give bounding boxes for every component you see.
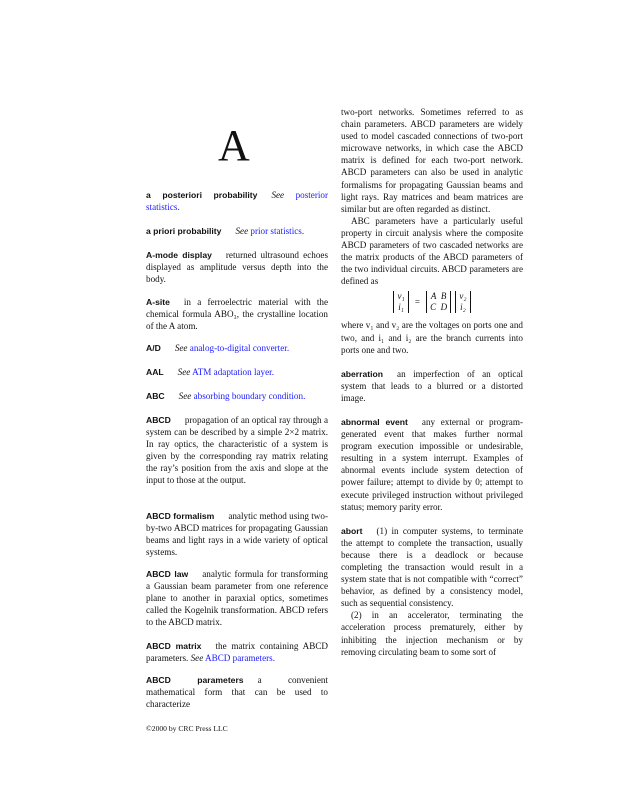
voltage-current-vector-2: v₂ i₂ bbox=[455, 291, 470, 313]
see-label: See bbox=[174, 343, 188, 353]
see-label: See bbox=[190, 653, 204, 664]
right-column bbox=[341, 106, 523, 658]
entry-term: ABCD parameters bbox=[146, 675, 244, 685]
see-label: See bbox=[177, 367, 191, 377]
entry-definition: returned ultrasound echoes displayed as amplitude versus depth into the body. bbox=[146, 250, 328, 285]
entry-term: aberration bbox=[341, 368, 384, 379]
entry-aal: AAL See ATM adaptation layer. bbox=[146, 367, 274, 377]
entry-term: ABCD law bbox=[146, 569, 189, 579]
abcd-matrix: A B C D bbox=[426, 291, 451, 313]
entry-term: ABC bbox=[146, 391, 165, 401]
entry-definition: an imperfection of an optical system that leads to a blurred or a distorted image. bbox=[341, 368, 523, 403]
entry-term: AAL bbox=[146, 367, 164, 377]
entry-abcd-formalism bbox=[146, 510, 328, 558]
cross-reference-link[interactable]: prior statistics bbox=[250, 226, 302, 236]
entry-a-posteriori: a posteriori probability See posterior statistics. bbox=[146, 190, 328, 213]
entry-term: abort bbox=[341, 525, 363, 536]
entry-term: A/D bbox=[146, 343, 161, 353]
entry-a-d: A/D See analog-to-digital converter. bbox=[146, 343, 290, 353]
cross-reference-link[interactable]: analog-to-digital converter bbox=[189, 343, 287, 353]
entry-abnormal-event bbox=[341, 416, 523, 513]
entry-aberration bbox=[341, 368, 523, 404]
equals-sign: = bbox=[414, 297, 420, 308]
cross-reference-link[interactable]: ATM adaptation layer bbox=[192, 367, 272, 377]
entry-term: ABCD bbox=[146, 415, 171, 425]
abcd-parameters-property: ABC parameters have a particularly useful property in circuit analysis where the composite ABCD parameters of two cascaded networks are the matrix products of the ABCD parameters of the two individual circuits. ABCD parameters are defined as bbox=[341, 215, 523, 287]
section-letter: A bbox=[218, 121, 250, 170]
entry-abcd-matrix: ABCD matrix the matrix containing ABCD parameters. See ABCD parameters. bbox=[146, 641, 328, 664]
see-label: See bbox=[235, 226, 249, 236]
entry-abcd bbox=[146, 414, 328, 487]
entry-a-mode-display bbox=[146, 249, 328, 285]
entry-a-site bbox=[146, 296, 328, 332]
entry-term: ABCD formalism bbox=[146, 511, 215, 521]
entry-definition: analytic method using two-by-two ABCD matrices for propagating Gaussian beams and light rays in a wide variety of optical systems. bbox=[146, 511, 328, 558]
copyright-footer: ©2000 by CRC Press LLC bbox=[146, 724, 228, 733]
see-label: See bbox=[178, 391, 192, 401]
abcd-formula bbox=[341, 291, 523, 313]
entry-definition: propagation of an optical ray through a system can be described by a simple 2×2 matrix. In ray optics, the characteristic of a system is given by the corresponding ray matrix relating the ray’s position from the axis and slope at the input to those at the output. bbox=[146, 415, 328, 486]
see-label: See bbox=[271, 190, 285, 200]
entry-term: abnormal event bbox=[341, 416, 408, 427]
entry-abcd-law bbox=[146, 568, 328, 628]
cross-reference-link[interactable]: posterior statistics bbox=[146, 190, 328, 213]
abcd-parameters-continued: two-port networks. Sometimes referred to as chain parameters. ABCD parameters are widely used to model cascaded connections of two-port microwave networks, in which case the ABCD matrix is defined for each two-port network. ABCD parameters can also be used in analytic formalisms for propagating Gaussian beams and light rays. Ray matrices and beam matrices are similar but are often regarded as distinct. bbox=[341, 107, 523, 214]
entry-term: ABCD matrix bbox=[146, 641, 202, 651]
entry-abort bbox=[341, 525, 523, 610]
entry-a-priori: a priori probability See prior statistics. bbox=[146, 226, 305, 236]
entry-definition: in a ferroelectric material with the chemical formula ABO₃, the crystalline location of the A atom. bbox=[146, 297, 328, 332]
cross-reference-link[interactable]: ABCD parameters bbox=[205, 653, 273, 664]
entry-abort-part-2: (2) in an accelerator, terminating the acceleration process prematurely, either by inhibiting the injection mechanism or by removing circulating beam to some sort of bbox=[341, 610, 523, 657]
entry-abcd-parameters bbox=[146, 674, 328, 710]
entry-definition: any external or program-generated event that makes further normal program execution impossible or undesirable, resulting in a system interrupt. Examples of abnormal events include system detection of power failure; attempt to divide by 0; attempt to execute privileged instruction without privileged status; memory parity error. bbox=[341, 416, 523, 512]
entry-definition: the matrix containing ABCD parameters. bbox=[146, 641, 328, 664]
entry-term: a posteriori probability bbox=[146, 190, 258, 200]
entry-definition: (1) in computer systems, to terminate the attempt to complete the transaction, usually because there is a deadlock or because completing the transaction would result in a system state that is not compatible with “correct” behavior, as defined by a consistency model, such as sequential consistency. bbox=[341, 525, 523, 609]
entry-definition: analytic formula for transforming a Gaussian beam parameter from one reference plane to another in paraxial optics, sometimes called the Kogelnik transformation. ABCD refers to the ABCD matrix. bbox=[146, 569, 328, 628]
voltage-current-vector-1: v₁ i₁ bbox=[393, 291, 408, 313]
entry-term: a priori probability bbox=[146, 226, 222, 236]
entry-term: A-site bbox=[146, 297, 170, 307]
cross-reference-link[interactable]: absorbing boundary condition bbox=[193, 391, 304, 401]
entry-abc: ABC See absorbing boundary condition. bbox=[146, 391, 306, 401]
entry-term: A-mode display bbox=[146, 250, 212, 260]
abcd-formula-explanation: where v₁ and v₂ are the voltages on ports one and two, and i₁ and i₂ are the branch currents into ports one and two. bbox=[341, 320, 523, 355]
entry-definition: a convenient mathematical form that can be used to characterize bbox=[146, 675, 328, 710]
